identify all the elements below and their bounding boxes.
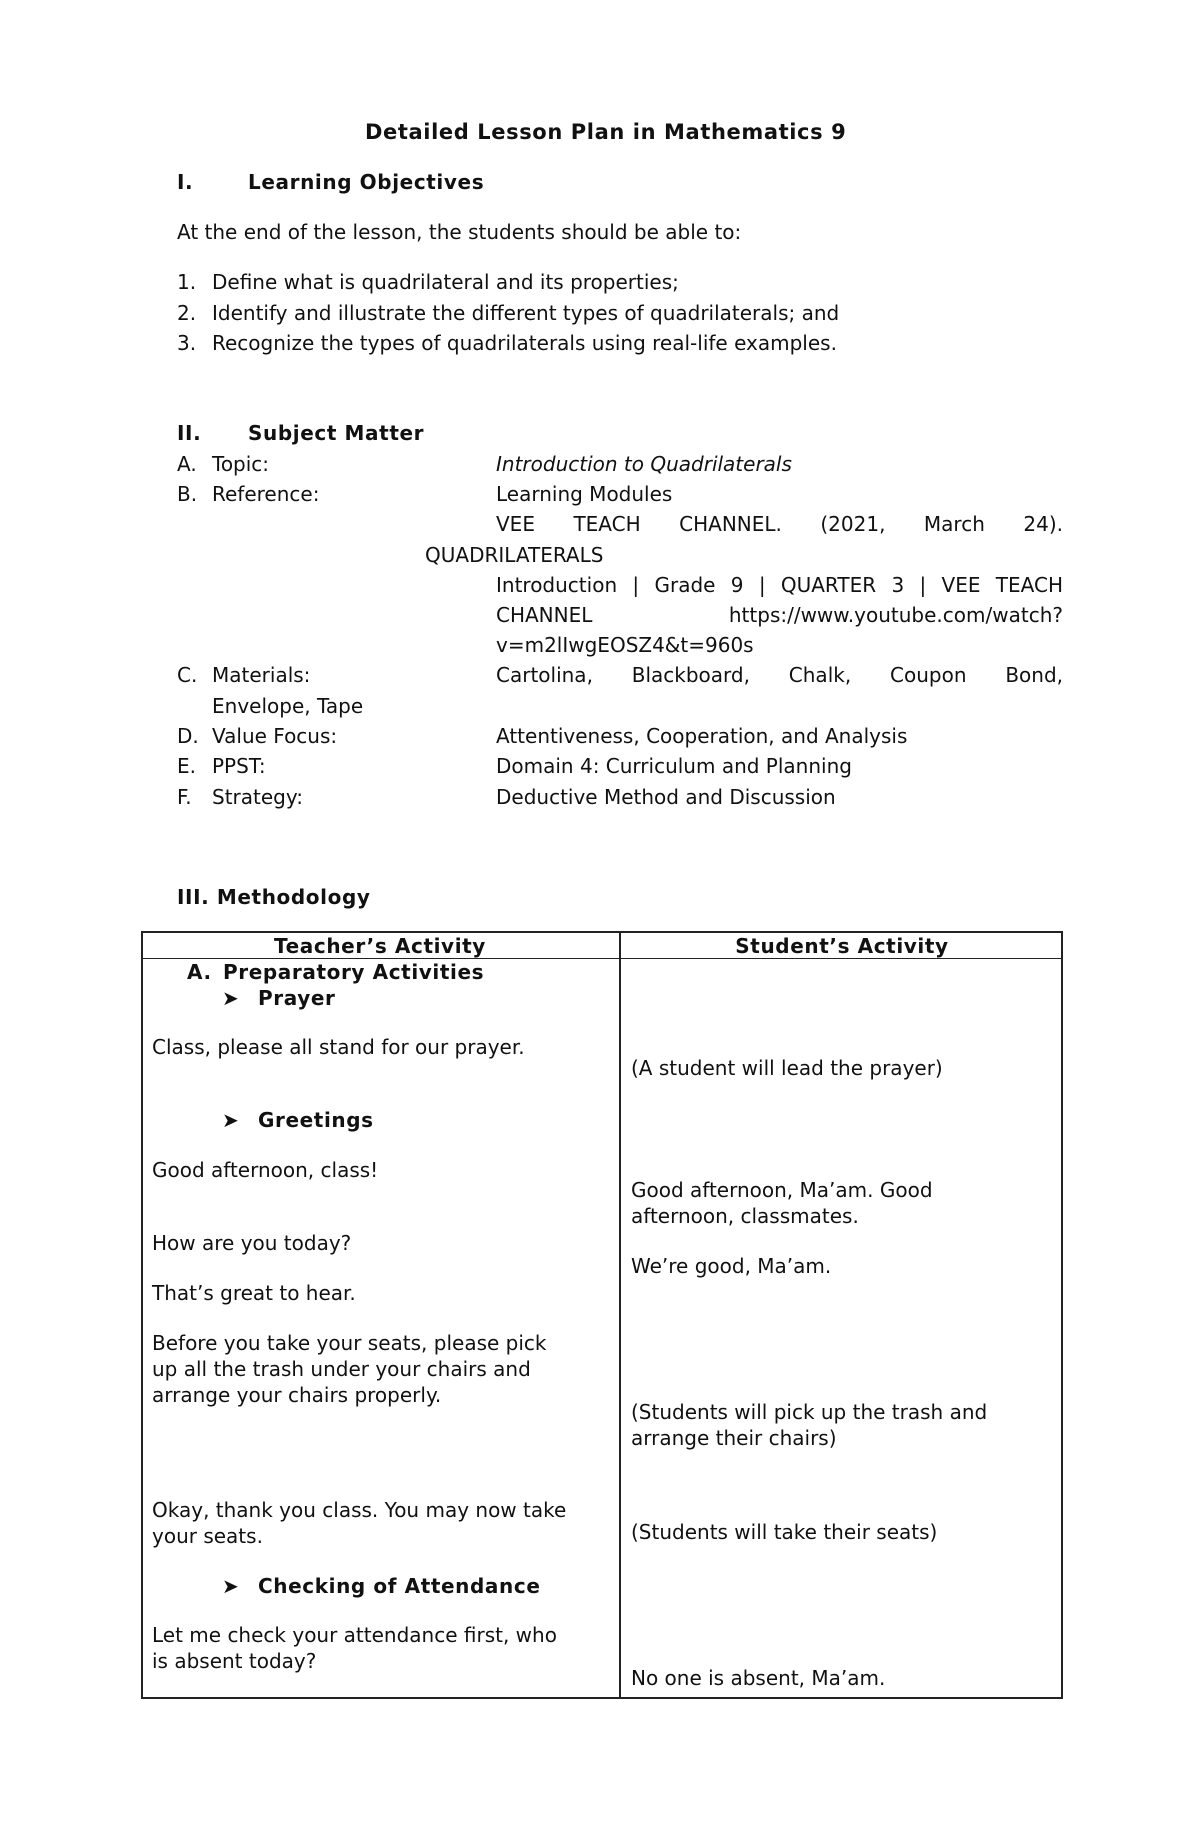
subject-letter: E. [177, 754, 196, 778]
student-line: We’re good, Ma’am. [631, 1254, 832, 1278]
table-column-divider [619, 931, 621, 1699]
subject-value-topic: Introduction to Quadrilaterals [496, 452, 792, 476]
reference-line: v=m2lIwgEOSZ4&t=960s [496, 633, 754, 657]
subject-label-strategy: Strategy: [212, 785, 303, 809]
reference-line: QUADRILATERALS [425, 543, 604, 567]
subject-letter: C. [177, 663, 198, 687]
subheading-label: Checking of Attendance [258, 1574, 541, 1598]
reference-line: CHANNEL https://www.youtube.com/watch? [496, 603, 1063, 627]
teacher-line: Good afternoon, class! [152, 1158, 379, 1182]
table-header-divider [141, 958, 1063, 959]
subject-value-ppst: Domain 4: Curriculum and Planning [496, 754, 852, 778]
student-line: No one is absent, Ma’am. [631, 1666, 886, 1690]
student-line: (Students will take their seats) [631, 1520, 938, 1544]
subject-letter: B. [177, 482, 198, 506]
subject-label-value-focus: Value Focus: [212, 724, 338, 748]
subject-letter: D. [177, 724, 199, 748]
subject-label-ppst: PPST: [212, 754, 266, 778]
subheading-label: Greetings [258, 1108, 374, 1132]
arrow-bullet-icon: ➤ [222, 986, 240, 1010]
subheading-label: Prayer [258, 986, 336, 1010]
teacher-line: arrange your chairs properly. [152, 1383, 442, 1407]
teacher-line: Before you take your seats, please pick [152, 1331, 547, 1355]
section-numeral-2: II. [177, 421, 202, 445]
objective-number: 2. [177, 301, 197, 325]
subject-value-materials: Cartolina, Blackboard, Chalk, Coupon Bond, [496, 663, 1063, 687]
subject-value-materials-cont: Envelope, Tape [212, 694, 364, 718]
teacher-line: Let me check your attendance first, who [152, 1623, 557, 1647]
subject-value-strategy: Deductive Method and Discussion [496, 785, 836, 809]
subheading-attendance [222, 1574, 541, 1598]
teacher-line: Okay, thank you class. You may now take [152, 1498, 567, 1522]
subject-label-topic: Topic: [212, 452, 270, 476]
student-line: (A student will lead the prayer) [631, 1056, 943, 1080]
teacher-line: How are you today? [152, 1231, 352, 1255]
objective-text: Identify and illustrate the different types of quadrilaterals; and [212, 301, 840, 325]
student-line: arrange their chairs) [631, 1426, 837, 1450]
teacher-line: is absent today? [152, 1649, 317, 1673]
objective-text: Recognize the types of quadrilaterals using real-life examples. [212, 331, 837, 355]
student-line: (Students will pick up the trash and [631, 1400, 988, 1424]
objectives-intro: At the end of the lesson, the students should be able to: [177, 220, 742, 244]
subject-letter: F. [177, 785, 192, 809]
section-heading-methodology: III. Methodology [177, 885, 371, 909]
section-letter: A. [187, 960, 212, 984]
section-preparatory-activities: Preparatory Activities [223, 960, 485, 984]
subject-label-reference: Reference: [212, 482, 320, 506]
student-line: afternoon, classmates. [631, 1204, 859, 1228]
column-header-teacher: Teacher’s Activity [274, 934, 486, 958]
objective-text: Define what is quadrilateral and its properties; [212, 270, 679, 294]
section-heading-objectives: Learning Objectives [248, 170, 485, 194]
reference-line: Introduction | Grade 9 | QUARTER 3 | VEE TEACH [496, 573, 1063, 597]
reference-line: VEE TEACH CHANNEL. (2021, March 24). [496, 512, 1063, 536]
teacher-line: That’s great to hear. [152, 1281, 356, 1305]
teacher-line: your seats. [152, 1524, 263, 1548]
objective-number: 3. [177, 331, 197, 355]
student-line: Good afternoon, Ma’am. Good [631, 1178, 933, 1202]
arrow-bullet-icon: ➤ [222, 1574, 240, 1598]
section-heading-subject-matter: Subject Matter [248, 421, 425, 445]
subject-label-materials: Materials: [212, 663, 311, 687]
subheading-prayer [222, 986, 335, 1010]
arrow-bullet-icon: ➤ [222, 1108, 240, 1132]
teacher-line: up all the trash under your chairs and [152, 1357, 531, 1381]
subheading-greetings [222, 1108, 374, 1132]
subject-letter: A. [177, 452, 197, 476]
objective-number: 1. [177, 270, 197, 294]
teacher-line: Class, please all stand for our prayer. [152, 1035, 525, 1059]
page-title: Detailed Lesson Plan in Mathematics 9 [365, 120, 847, 144]
section-numeral-1: I. [177, 170, 194, 194]
column-header-student: Student’s Activity [735, 934, 949, 958]
subject-value-value-focus: Attentiveness, Cooperation, and Analysis [496, 724, 908, 748]
reference-line: Learning Modules [496, 482, 673, 506]
